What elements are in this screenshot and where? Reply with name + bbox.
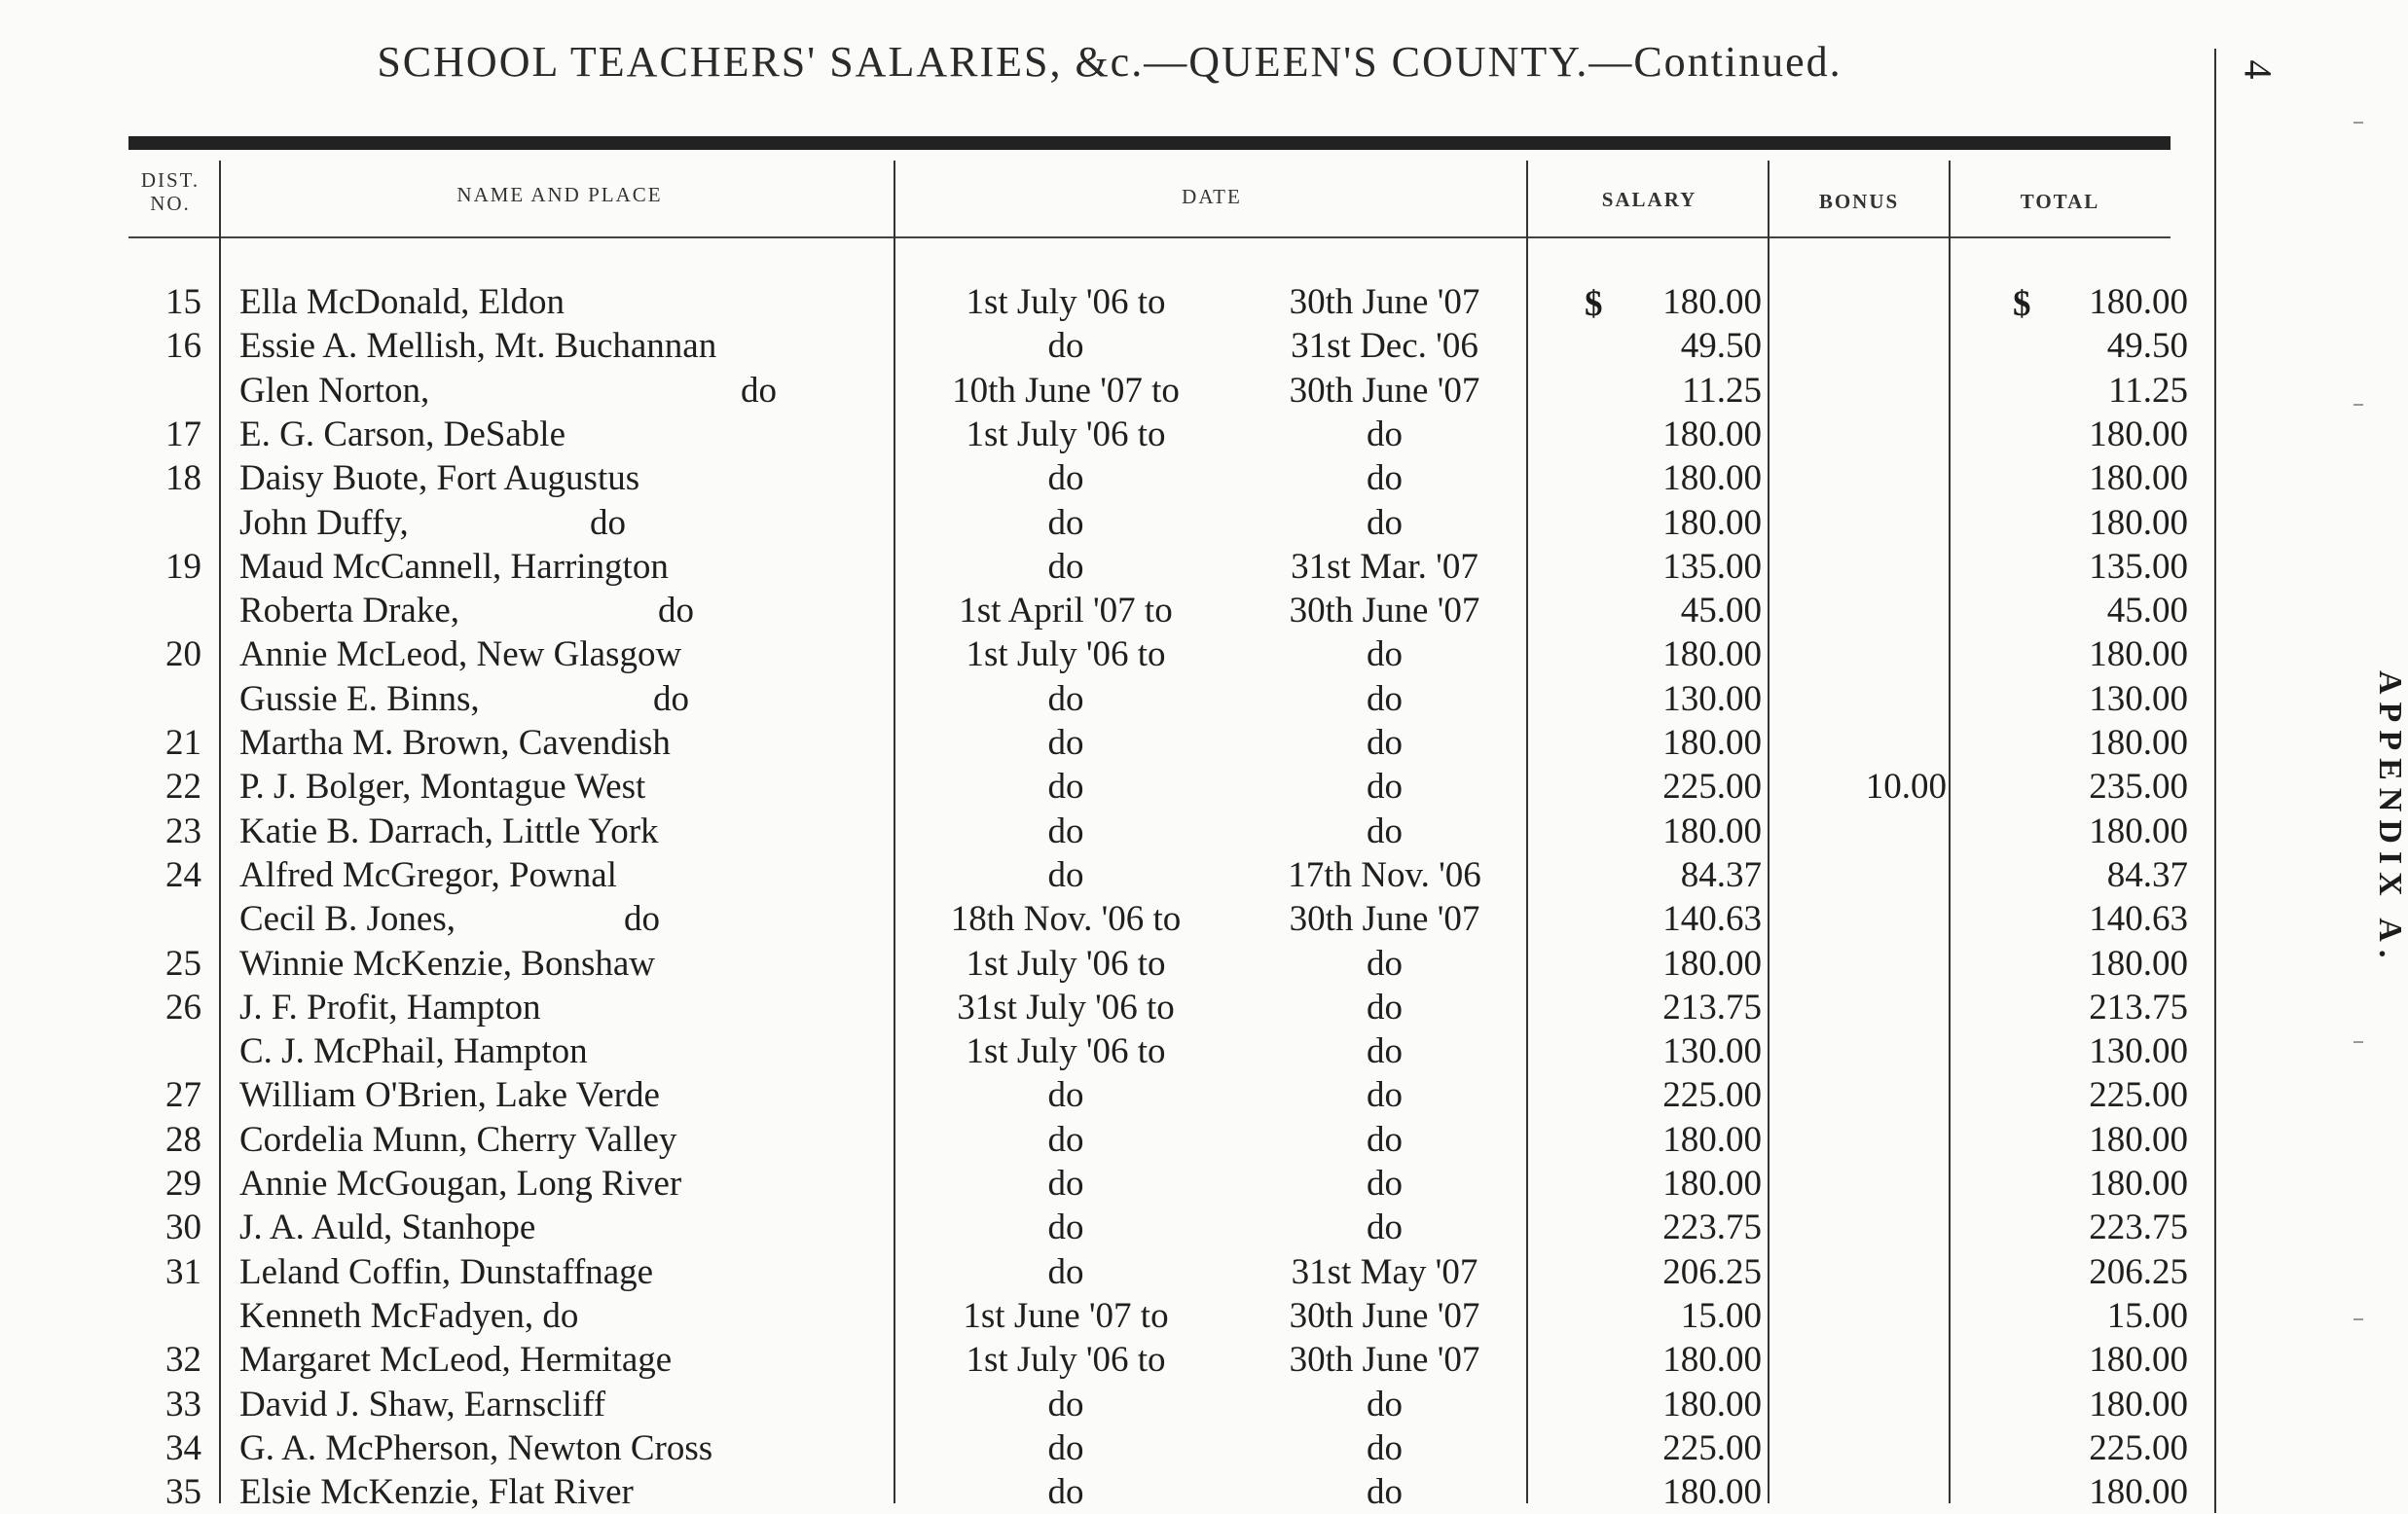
header-dist-no: DIST. NO.: [140, 168, 201, 215]
name-place-cell: G. A. McPherson, Newton Cross: [239, 1427, 713, 1468]
dist-no-cell: 17: [165, 414, 201, 454]
date-from-cell: do: [1047, 1384, 1084, 1424]
salary-cell: 206.25: [1662, 1251, 1762, 1292]
table-row: [0, 1426, 2239, 1470]
table-row: [0, 1294, 2239, 1338]
total-cell: 135.00: [2089, 546, 2188, 587]
salary-cell: 180.00: [1662, 414, 1762, 454]
name-place-cell: Cordelia Munn, Cherry Valley: [239, 1119, 677, 1160]
date-from-cell: 1st July '06 to: [966, 414, 1166, 454]
appendix-side-label: APPENDIX A.: [2372, 670, 2408, 966]
header-total: TOTAL: [2020, 190, 2100, 213]
date-to-cell: do: [1367, 634, 1403, 675]
date-to-cell: 31st Mar. '07: [1291, 546, 1478, 587]
date-to-cell: 30th June '07: [1289, 282, 1480, 322]
name-place-cell: E. G. Carson, DeSable: [239, 414, 566, 454]
date-from-cell: do: [1047, 767, 1084, 808]
date-to-cell: do: [1367, 1427, 1403, 1468]
total-cell: 49.50: [2106, 326, 2188, 367]
table-row: [0, 677, 2239, 721]
date-to-cell: 17th Nov. '06: [1288, 854, 1481, 895]
margin-tick: [2353, 122, 2363, 124]
name-place-cell: Kenneth McFadyen, do: [239, 1295, 579, 1336]
total-cell: 180.00: [2089, 502, 2188, 543]
header-bonus: BONUS: [1818, 190, 1900, 213]
table-row: [0, 413, 2239, 456]
table-row: [0, 897, 2239, 941]
date-to-cell: do: [1367, 943, 1403, 984]
date-to-cell: do: [1367, 1164, 1403, 1204]
date-to-cell: do: [1367, 678, 1403, 719]
name-place-cell: Cecil B. Jones,: [239, 899, 456, 940]
total-cell: 180.00: [2089, 1164, 2188, 1204]
date-from-cell: do: [1047, 854, 1084, 895]
place-ditto-cell: do: [741, 370, 777, 411]
date-from-cell: do: [1047, 1075, 1084, 1116]
total-cell: 180.00: [2089, 723, 2188, 763]
date-from-cell: do: [1047, 546, 1084, 587]
margin-tick: [2353, 1318, 2363, 1320]
date-from-cell: 1st July '06 to: [966, 282, 1166, 322]
table-row: [0, 853, 2239, 897]
name-place-cell: David J. Shaw, Earnscliff: [239, 1384, 606, 1424]
salary-cell: 15.00: [1680, 1295, 1762, 1336]
date-from-cell: do: [1047, 502, 1084, 543]
name-place-cell: Glen Norton,: [239, 370, 430, 411]
total-cell: 130.00: [2089, 1031, 2188, 1072]
salary-cell: 180.00: [1662, 811, 1762, 851]
dist-no-cell: 28: [165, 1119, 201, 1160]
dist-no-cell: 32: [165, 1340, 201, 1381]
total-cell: 180.00: [2089, 282, 2188, 322]
total-cell: 180.00: [2089, 458, 2188, 499]
total-cell: 180.00: [2089, 414, 2188, 454]
total-cell: 130.00: [2089, 678, 2188, 719]
table-row: [0, 1470, 2239, 1514]
total-cell: 213.75: [2089, 987, 2188, 1027]
dist-no-cell: 26: [165, 987, 201, 1027]
dist-no-cell: 24: [165, 854, 201, 895]
name-place-cell: John Duffy,: [239, 502, 409, 543]
table-row: [0, 1338, 2239, 1382]
total-cell: 84.37: [2106, 854, 2188, 895]
date-from-cell: do: [1047, 811, 1084, 851]
date-to-cell: do: [1367, 458, 1403, 499]
date-from-cell: do: [1047, 326, 1084, 367]
date-from-cell: 18th Nov. '06 to: [950, 899, 1182, 940]
page-title: SCHOOL TEACHERS' SALARIES, &c.—QUEEN'S COUNTY.—Continued.: [377, 38, 1842, 86]
date-to-cell: 30th June '07: [1289, 1340, 1480, 1381]
total-cell: 225.00: [2089, 1075, 2188, 1116]
date-to-cell: do: [1367, 723, 1403, 763]
table-row: [0, 456, 2239, 500]
date-from-cell: 1st April '07 to: [959, 591, 1173, 631]
date-from-cell: 10th June '07 to: [952, 370, 1180, 411]
name-place-cell: Leland Coffin, Dunstaffnage: [239, 1251, 654, 1292]
table-row: [0, 765, 2239, 809]
table-row: [0, 1250, 2239, 1294]
total-cell: 235.00: [2089, 767, 2188, 808]
total-cell: 206.25: [2089, 1251, 2188, 1292]
salary-cell: 140.63: [1662, 899, 1762, 940]
date-from-cell: 1st July '06 to: [966, 1340, 1166, 1381]
table-row: [0, 1118, 2239, 1162]
date-to-cell: do: [1367, 1384, 1403, 1424]
table-row: [0, 369, 2239, 413]
salary-cell: 130.00: [1662, 678, 1762, 719]
table-row: [0, 280, 2239, 324]
date-from-cell: do: [1047, 1164, 1084, 1204]
dist-no-cell: 35: [165, 1472, 201, 1513]
margin-tick: [2353, 1041, 2363, 1043]
salary-cell: 84.37: [1680, 854, 1762, 895]
name-place-cell: J. F. Profit, Hampton: [239, 987, 541, 1027]
date-from-cell: do: [1047, 1208, 1084, 1248]
date-from-cell: 1st July '06 to: [966, 943, 1166, 984]
total-cell: 11.25: [2108, 370, 2188, 411]
date-from-cell: do: [1047, 1472, 1084, 1513]
date-from-cell: do: [1047, 678, 1084, 719]
total-cell: 180.00: [2089, 1472, 2188, 1513]
salary-cell: 180.00: [1662, 502, 1762, 543]
place-ditto-cell: do: [653, 678, 689, 719]
salary-cell: 223.75: [1662, 1208, 1762, 1248]
place-ditto-cell: do: [658, 591, 694, 631]
name-place-cell: J. A. Auld, Stanhope: [239, 1208, 536, 1248]
salary-cell: 135.00: [1662, 546, 1762, 587]
name-place-cell: William O'Brien, Lake Verde: [239, 1075, 660, 1116]
name-place-cell: Essie A. Mellish, Mt. Buchannan: [239, 326, 717, 367]
total-cell: 180.00: [2089, 1384, 2188, 1424]
table-row: [0, 1206, 2239, 1249]
date-from-cell: do: [1047, 1427, 1084, 1468]
date-to-cell: do: [1367, 987, 1403, 1027]
date-to-cell: do: [1367, 1208, 1403, 1248]
dist-no-cell: 21: [165, 723, 201, 763]
name-place-cell: Elsie McKenzie, Flat River: [239, 1472, 634, 1513]
name-place-cell: Margaret McLeod, Hermitage: [239, 1340, 673, 1381]
date-to-cell: do: [1367, 1472, 1403, 1513]
currency-symbol-salary: $: [1585, 284, 1603, 324]
header-date: DATE: [1182, 185, 1242, 208]
salary-cell: 180.00: [1662, 282, 1762, 322]
dist-no-cell: 29: [165, 1164, 201, 1204]
table-row: [0, 986, 2239, 1029]
date-to-cell: do: [1367, 811, 1403, 851]
total-cell: 180.00: [2089, 811, 2188, 851]
date-to-cell: do: [1367, 414, 1403, 454]
salary-cell: 180.00: [1662, 943, 1762, 984]
dist-no-cell: 23: [165, 811, 201, 851]
date-from-cell: do: [1047, 1251, 1084, 1292]
salary-cell: 49.50: [1680, 326, 1762, 367]
date-from-cell: do: [1047, 458, 1084, 499]
date-from-cell: do: [1047, 1119, 1084, 1160]
salary-cell: 225.00: [1662, 767, 1762, 808]
date-to-cell: 30th June '07: [1289, 591, 1480, 631]
total-cell: 180.00: [2089, 634, 2188, 675]
dist-no-cell: 15: [165, 282, 201, 322]
name-place-cell: Maud McCannell, Harrington: [239, 546, 669, 587]
date-from-cell: do: [1047, 723, 1084, 763]
table-row: [0, 589, 2239, 632]
name-place-cell: Annie McLeod, New Glasgow: [239, 634, 682, 675]
dist-no-cell: 34: [165, 1427, 201, 1468]
dist-no-cell: 25: [165, 943, 201, 984]
dist-no-cell: 20: [165, 634, 201, 675]
dist-no-cell: 18: [165, 458, 201, 499]
salary-cell: 11.25: [1682, 370, 1762, 411]
salary-cell: 180.00: [1662, 723, 1762, 763]
salary-cell: 180.00: [1662, 1340, 1762, 1381]
dist-no-cell: 22: [165, 767, 201, 808]
name-place-cell: Annie McGougan, Long River: [239, 1164, 682, 1204]
salary-cell: 213.75: [1662, 987, 1762, 1027]
date-from-cell: 1st July '06 to: [966, 1031, 1166, 1072]
total-cell: 45.00: [2106, 591, 2188, 631]
salary-cell: 225.00: [1662, 1075, 1762, 1116]
salary-cell: 180.00: [1662, 1119, 1762, 1160]
salary-cell: 180.00: [1662, 1164, 1762, 1204]
date-from-cell: 1st July '06 to: [966, 634, 1166, 675]
name-place-cell: Katie B. Darrach, Little York: [239, 811, 659, 851]
date-to-cell: 30th June '07: [1289, 370, 1480, 411]
name-place-cell: Gussie E. Binns,: [239, 678, 480, 719]
margin-tick: [2353, 404, 2363, 406]
total-cell: 180.00: [2089, 943, 2188, 984]
table-row: [0, 545, 2239, 589]
salary-cell: 225.00: [1662, 1427, 1762, 1468]
place-ditto-cell: do: [624, 899, 660, 940]
salary-cell: 130.00: [1662, 1031, 1762, 1072]
table-row: [0, 501, 2239, 545]
table-row: [0, 810, 2239, 853]
name-place-cell: Alfred McGregor, Pownal: [239, 854, 617, 895]
name-place-cell: P. J. Bolger, Montague West: [239, 767, 646, 808]
date-to-cell: do: [1367, 502, 1403, 543]
table-row: [0, 632, 2239, 676]
place-ditto-cell: do: [590, 502, 626, 543]
table-row: [0, 324, 2239, 368]
table-row: [0, 1029, 2239, 1073]
date-to-cell: do: [1367, 1119, 1403, 1160]
currency-symbol-total: $: [2013, 284, 2031, 324]
date-to-cell: do: [1367, 1075, 1403, 1116]
total-cell: 225.00: [2089, 1427, 2188, 1468]
date-to-cell: do: [1367, 1031, 1403, 1072]
page-number: 4: [2236, 59, 2280, 80]
salary-cell: 45.00: [1680, 591, 1762, 631]
dist-no-cell: 27: [165, 1075, 201, 1116]
dist-no-cell: 33: [165, 1384, 201, 1424]
name-place-cell: Winnie McKenzie, Bonshaw: [239, 943, 655, 984]
header-salary: SALARY: [1601, 188, 1697, 211]
total-cell: 15.00: [2106, 1295, 2188, 1336]
column-header-underline: [128, 236, 2171, 238]
salary-cell: 180.00: [1662, 1472, 1762, 1513]
table-row: [0, 721, 2239, 765]
dist-no-cell: 16: [165, 326, 201, 367]
name-place-cell: C. J. McPhail, Hampton: [239, 1031, 588, 1072]
salary-cell: 180.00: [1662, 634, 1762, 675]
salary-cell: 180.00: [1662, 458, 1762, 499]
table-row: [0, 1073, 2239, 1117]
date-to-cell: 30th June '07: [1289, 899, 1480, 940]
total-cell: 223.75: [2089, 1208, 2188, 1248]
table-row: [0, 942, 2239, 986]
date-to-cell: do: [1367, 767, 1403, 808]
bonus-cell: 10.00: [1865, 767, 1947, 808]
date-from-cell: 1st June '07 to: [963, 1295, 1169, 1336]
date-from-cell: 31st July '06 to: [957, 987, 1175, 1027]
header-name-and-place: NAME AND PLACE: [456, 183, 663, 206]
salary-cell: 180.00: [1662, 1384, 1762, 1424]
name-place-cell: Martha M. Brown, Cavendish: [239, 723, 671, 763]
name-place-cell: Ella McDonald, Eldon: [239, 282, 565, 322]
name-place-cell: Daisy Buote, Fort Augustus: [239, 458, 640, 499]
header-rule: [128, 136, 2171, 150]
table-row: [0, 1383, 2239, 1426]
date-to-cell: 30th June '07: [1289, 1295, 1480, 1336]
table-row: [0, 1162, 2239, 1206]
name-place-cell: Roberta Drake,: [239, 591, 460, 631]
total-cell: 140.63: [2089, 899, 2188, 940]
dist-no-cell: 19: [165, 546, 201, 587]
date-to-cell: 31st Dec. '06: [1291, 326, 1478, 367]
dist-no-cell: 31: [165, 1251, 201, 1292]
dist-no-cell: 30: [165, 1208, 201, 1248]
total-cell: 180.00: [2089, 1119, 2188, 1160]
total-cell: 180.00: [2089, 1340, 2188, 1381]
date-to-cell: 31st May '07: [1291, 1251, 1478, 1292]
